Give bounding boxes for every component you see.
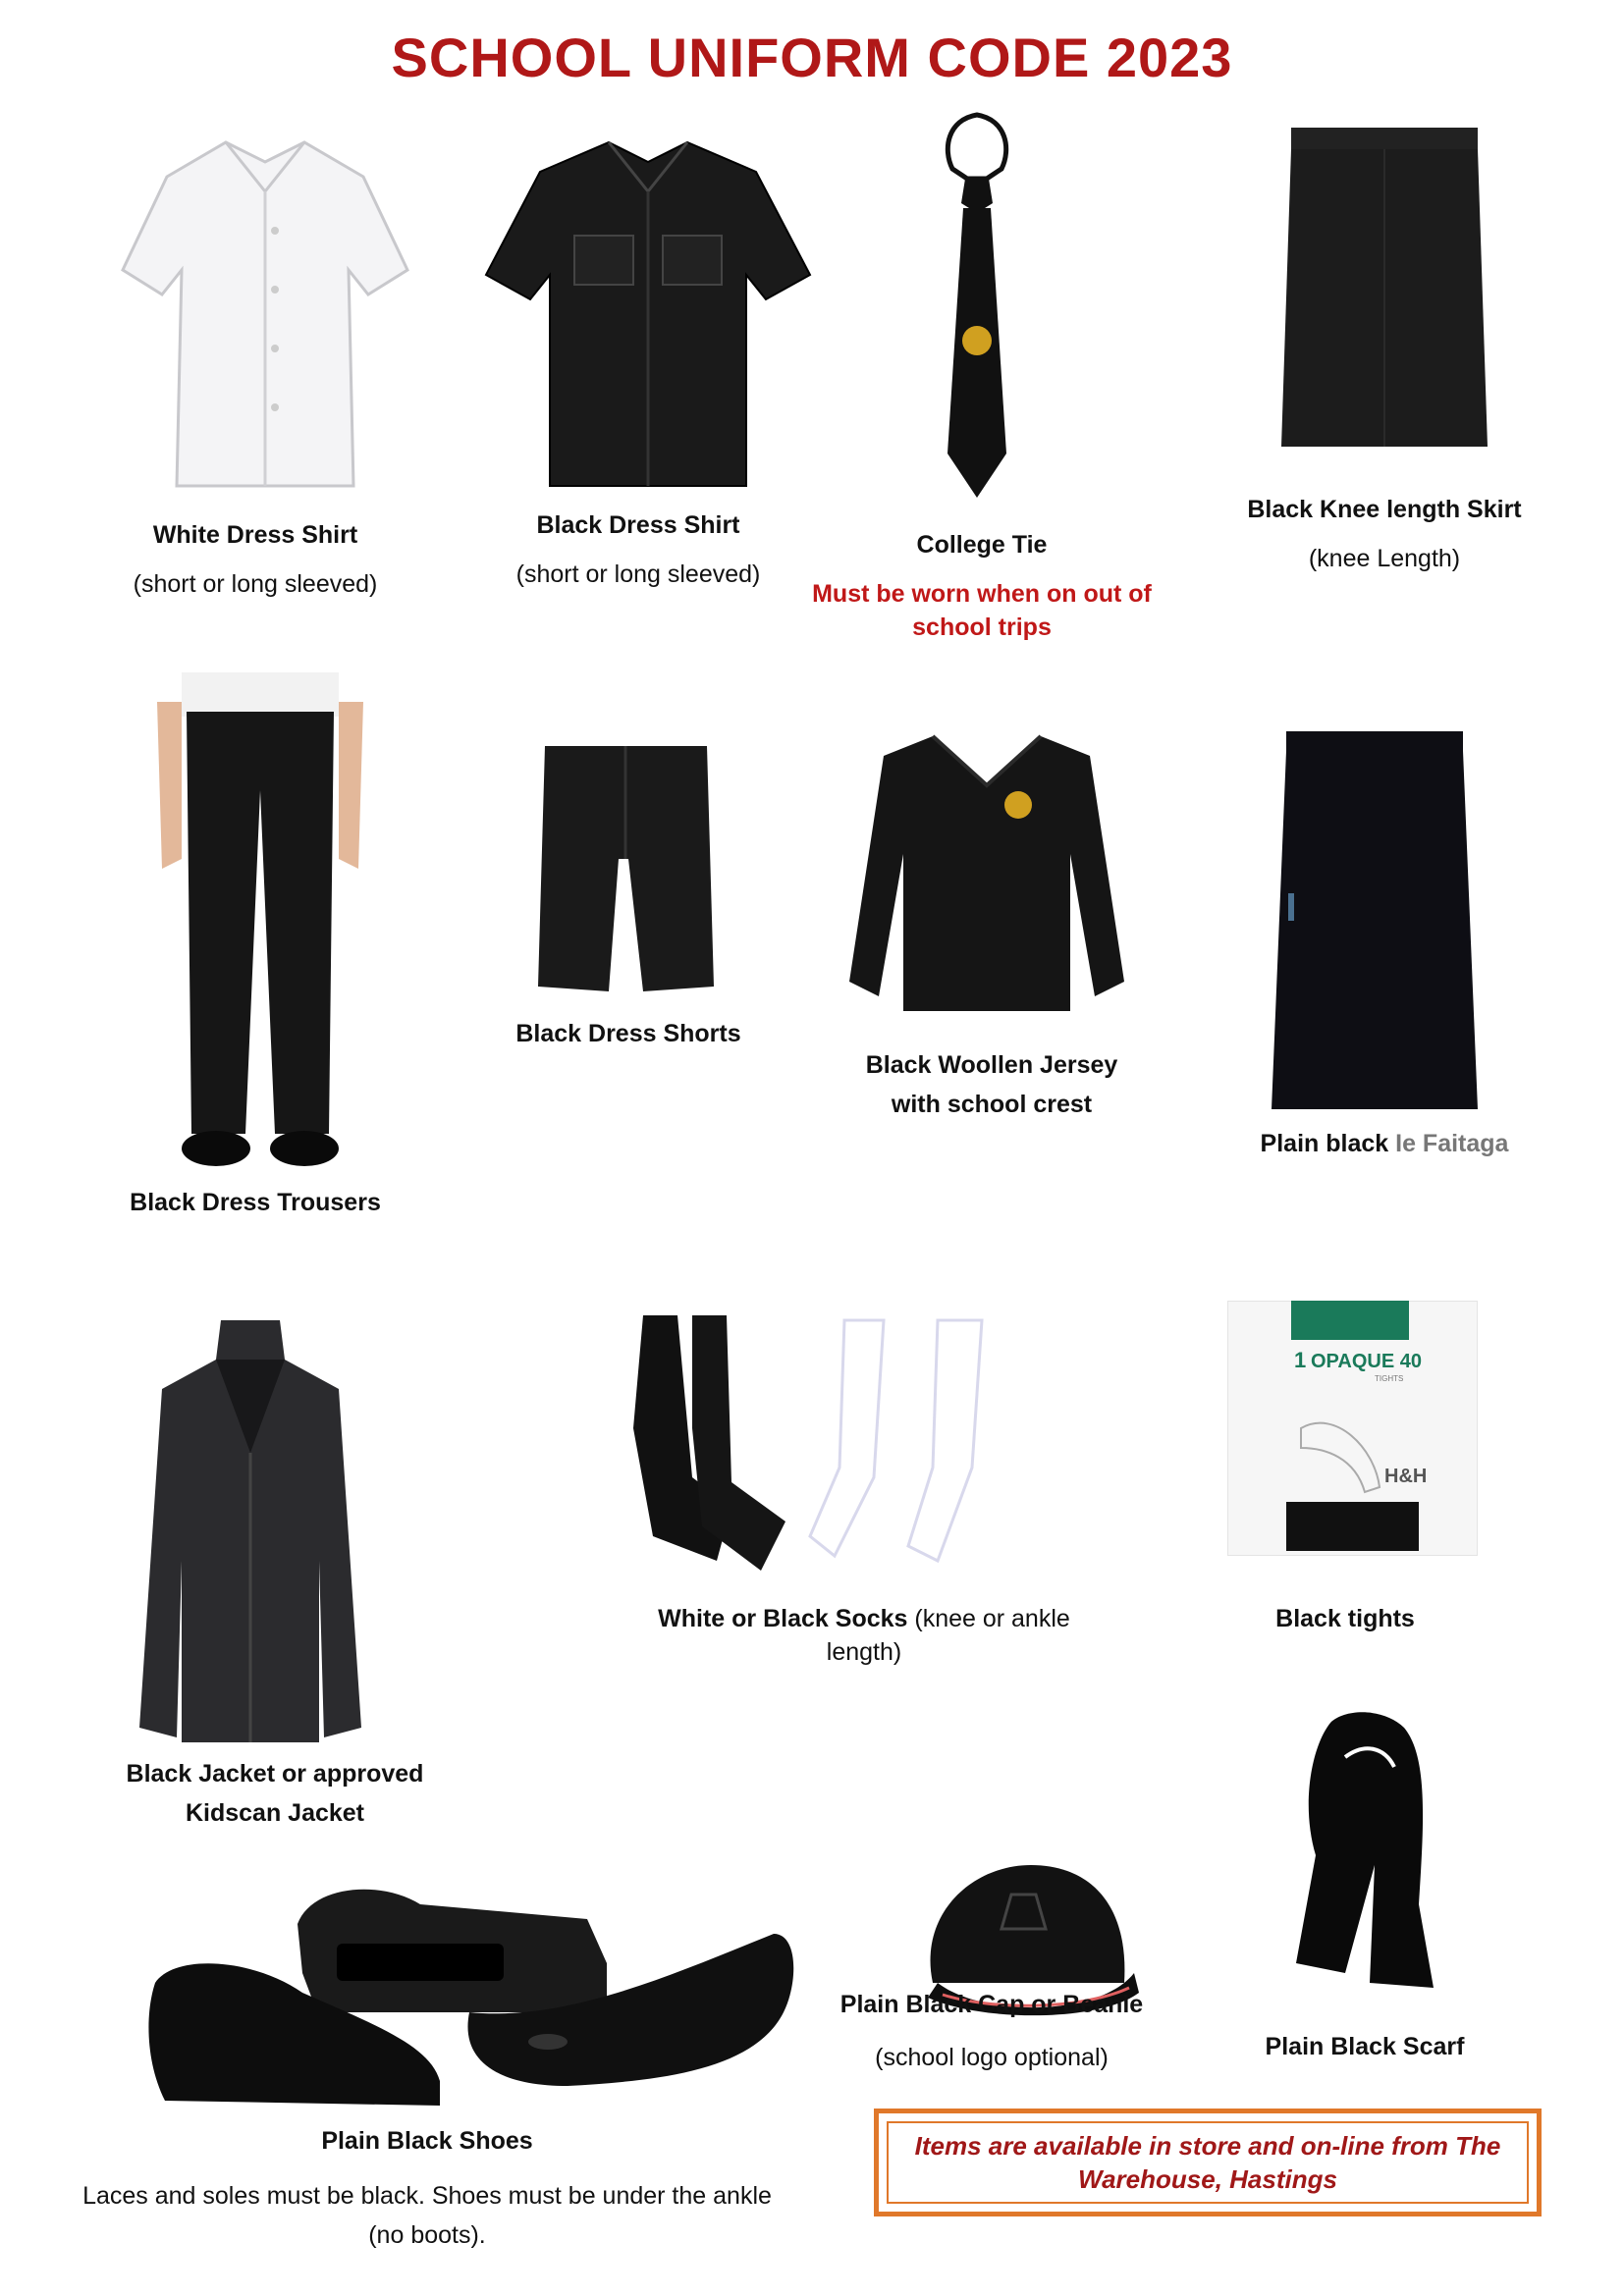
shorts-label: Black Dress Shorts	[515, 1020, 741, 1047]
tights-pack-sub: TIGHTS	[1375, 1374, 1404, 1383]
tights-pack-label: OPAQUE 40	[1311, 1351, 1422, 1372]
scarf-label: Plain Black Scarf	[1265, 2033, 1465, 2060]
skirt-note: (knee Length)	[1308, 545, 1461, 572]
socks-note-1: (knee or ankle	[914, 1605, 1070, 1632]
tights-icon	[1227, 1301, 1478, 1556]
shoes-note-2: (no boots).	[368, 2221, 486, 2249]
scarf-icon	[1286, 1708, 1443, 1993]
jersey-label-1: Black Woollen Jersey	[865, 1051, 1118, 1079]
shorts-icon	[535, 741, 717, 996]
black-shirt-label: Black Dress Shirt	[536, 511, 740, 539]
notice-line-1: Items are available in store and on-line from The	[914, 2131, 1501, 2161]
black-shirt-note: (short or long sleeved)	[515, 561, 761, 588]
white-shirt-note: (short or long sleeved)	[133, 570, 378, 598]
page-title: SCHOOL UNIFORM CODE 2023	[391, 27, 1233, 88]
socks-icon	[623, 1310, 997, 1575]
jacket-label-2: Kidscan Jacket	[185, 1799, 365, 1827]
tie-note: Must be worn when on out of school trips	[812, 580, 1152, 641]
socks-note-2: length)	[826, 1638, 902, 1666]
jacket-icon	[137, 1315, 363, 1747]
tights-pack-brand: H&H	[1384, 1466, 1428, 1487]
shoes-icon	[145, 1865, 803, 2125]
cap-label: Plain Black Cap or Beanie	[839, 1991, 1144, 2018]
cap-note: (school logo optional)	[875, 2044, 1109, 2071]
jersey-icon	[839, 726, 1134, 1021]
socks-label: White or Black Socks	[658, 1605, 908, 1632]
tie-label: College Tie	[916, 531, 1048, 559]
tie-icon	[938, 110, 1016, 503]
ie-faitaga-suffix: Ie Faitaga	[1395, 1130, 1509, 1157]
shoes-label: Plain Black Shoes	[321, 2127, 533, 2155]
tights-pack-number: 1	[1294, 1348, 1307, 1372]
notice-line-2: Warehouse, Hastings	[1078, 2164, 1337, 2194]
white-shirt-icon	[118, 123, 412, 491]
trousers-icon	[152, 672, 368, 1173]
skirt-icon	[1276, 123, 1492, 456]
ie-faitaga-icon	[1267, 726, 1483, 1114]
black-shirt-icon	[481, 128, 815, 491]
jersey-label-2: with school crest	[891, 1091, 1093, 1118]
shoes-note-1: Laces and soles must be black. Shoes must be under the ankle	[82, 2182, 772, 2210]
trousers-label: Black Dress Trousers	[130, 1189, 381, 1216]
tights-label: Black tights	[1275, 1605, 1415, 1632]
availability-notice	[874, 2109, 1542, 2216]
jacket-label-1: Black Jacket or approved	[126, 1760, 424, 1788]
ie-faitaga-label: Plain black	[1260, 1130, 1389, 1157]
skirt-label: Black Knee length Skirt	[1247, 496, 1522, 523]
white-shirt-label: White Dress Shirt	[152, 521, 358, 549]
